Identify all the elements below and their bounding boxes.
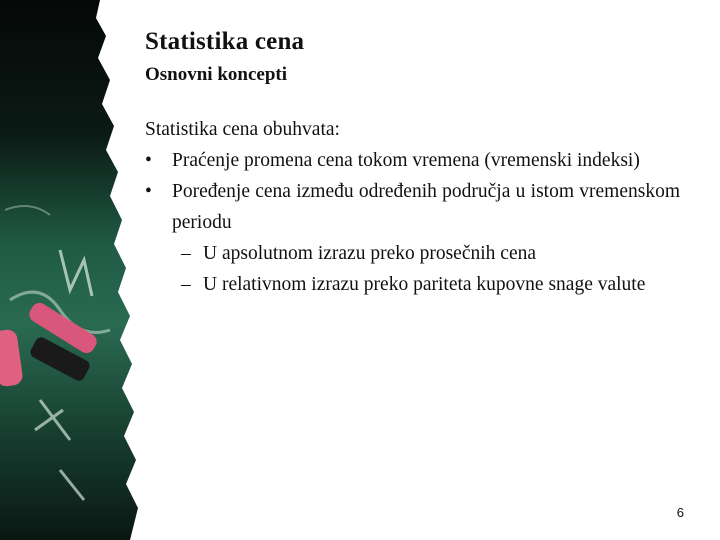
sub-bullet-item [145, 238, 680, 269]
slide-subtitle: Osnovni koncepti [145, 64, 288, 85]
slide-content [145, 114, 680, 300]
bullet-text: Poređenje cena između određenih područja u istom vremenskom periodu [172, 181, 680, 233]
sub-bullet-text: U apsolutnom izrazu preko prosečnih cena [203, 243, 537, 264]
dash-icon: – [181, 243, 191, 264]
board-shape [0, 0, 138, 540]
chalkboard-decoration [0, 0, 140, 540]
slide-title: Statistika cena [145, 28, 305, 55]
intro-text: Statistika cena obuhvata: [145, 119, 340, 140]
page-number: 6 [676, 505, 684, 520]
sub-bullet-text: U relativnom izrazu preko pariteta kupovne snage valute [203, 274, 646, 295]
dash-icon: – [181, 274, 191, 295]
bullet-item [145, 145, 680, 176]
sub-bullet-item [145, 269, 680, 300]
bullet-text: Praćenje promena cena tokom vremena (vremenski indeksi) [172, 150, 640, 171]
bullet-item [145, 176, 680, 238]
bullet-icon: • [145, 150, 152, 171]
bullet-icon: • [145, 181, 152, 202]
